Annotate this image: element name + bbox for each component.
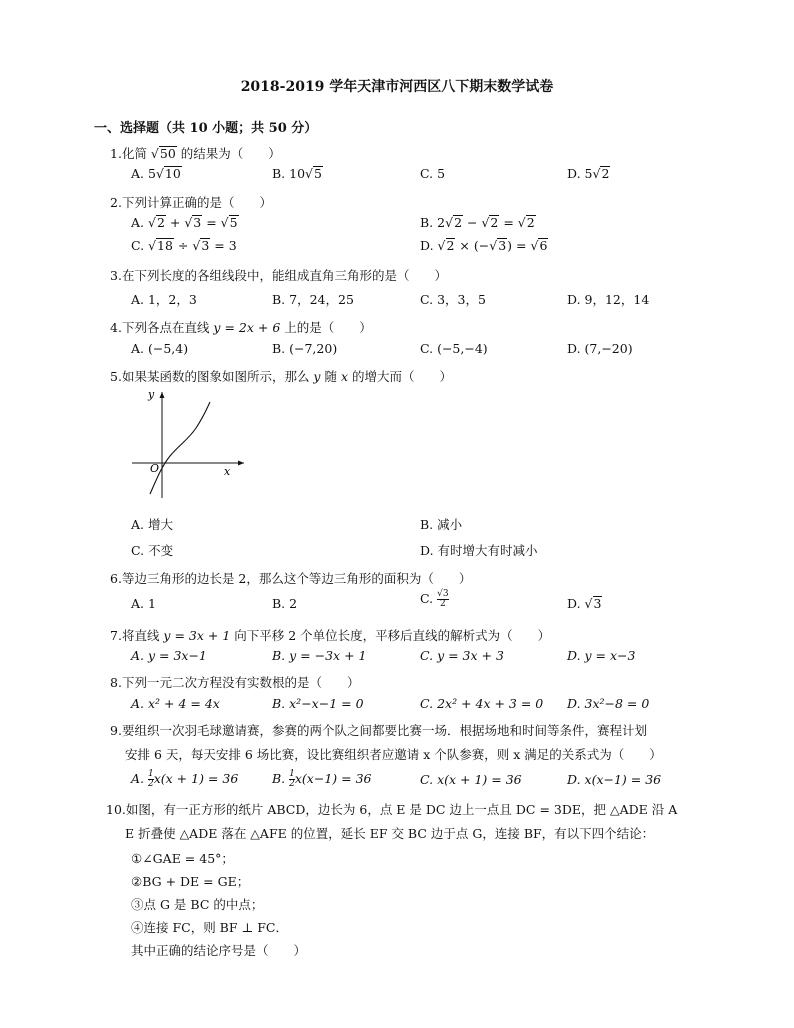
option-b[interactable]: B. 10√5 [272, 166, 322, 181]
question-stem: 等边三角形的边长是 2，那么这个等边三角形的面积为（ ） [121, 571, 472, 586]
numerator: √3 [437, 589, 449, 599]
radicand: 2 [490, 215, 499, 230]
option-c[interactable] [420, 166, 445, 181]
option-b[interactable]: B. 减小 [420, 517, 463, 532]
question-4 [110, 318, 372, 336]
option-b[interactable]: B. (−7,20) [272, 341, 338, 356]
option-expression: x(x + 1) = 36 [153, 771, 239, 786]
conclusion-4: ④连接 FC，则 BF ⊥ FC． [131, 920, 288, 935]
option-d[interactable]: D. √3 [567, 596, 602, 611]
question-number: 1. [110, 146, 122, 161]
operator: + [165, 215, 185, 230]
option-label: B. 2 [420, 215, 446, 230]
equation: y = 3x + 1 [163, 628, 231, 643]
question-5 [110, 367, 452, 385]
operator: = [499, 215, 518, 230]
question-9-line-2: 安排 6 天，每天安排 6 场比赛，设比赛组织者应邀请 x 个队参赛，则 x 满足的关系式为（ ） [125, 747, 662, 762]
option-a[interactable]: A. y = 3x−1 [131, 648, 207, 663]
option-label: A. [131, 215, 148, 230]
radicand: 3 [193, 215, 202, 230]
option-b[interactable]: B. 2 [272, 596, 298, 611]
option-label: A. 5 [131, 166, 156, 181]
variable: x [340, 369, 348, 384]
option-a[interactable]: A. √2 + √3 = √5 [131, 215, 238, 230]
radicand: 10 [164, 166, 181, 181]
question-stem: 向下平移 2 个单位长度，平移后直线的解析式为（ ） [230, 628, 551, 643]
operator: ÷ [173, 238, 193, 253]
question-stem: 下列各点在直线 [121, 320, 214, 335]
radicand: 2 [526, 215, 535, 230]
option-b[interactable]: B. x²−x−1 = 0 [272, 696, 364, 711]
option-label: C. [131, 238, 149, 253]
option-a[interactable]: A. 5√10 [131, 166, 181, 181]
option-label: A. [131, 771, 148, 786]
option-label: D. [420, 238, 438, 253]
question-stem: 上的是（ ） [280, 320, 372, 335]
operator: = [202, 215, 221, 230]
question-stem: 如图，有一正方形的纸片 ABCD，边长为 6，点 E 是 DC 边上一点且 DC = 3DE，把 △ADE 沿 A [125, 802, 678, 817]
x-axis-arrow [238, 461, 244, 466]
operator: = 3 [210, 238, 237, 253]
option-d[interactable]: D. y = x−3 [567, 648, 636, 663]
section-heading: 一、选择题（共 10 小题；共 50 分） [94, 121, 318, 136]
radicand: 2 [446, 238, 455, 253]
option-b[interactable] [272, 770, 371, 789]
question-number: 5. [110, 369, 122, 384]
question-stem: 要组织一次羽毛球邀请赛，参赛的两个队之间都要比赛一场．根据场地和时间等条件，赛程计划 [121, 723, 647, 738]
question-stem: 下列计算正确的是（ ） [121, 195, 272, 210]
option-a[interactable]: A. (−5,4) [131, 341, 189, 356]
option-label: B. [272, 771, 290, 786]
question-7 [110, 626, 550, 644]
x-axis-label: x [224, 465, 231, 478]
option-label: C. 5 [420, 166, 446, 181]
radicand: 5 [314, 166, 322, 181]
radicand: 50 [159, 146, 176, 161]
option-label: C. [420, 591, 438, 606]
y-axis-arrow [160, 392, 165, 398]
page-title: 2018-2019 学年天津市河西区八下期末数学试卷 [240, 79, 554, 95]
radicand: 6 [539, 238, 548, 253]
question-stem: 在下列长度的各组线段中，能组成直角三角形的是（ ） [121, 268, 447, 283]
radicand: 5 [229, 215, 238, 230]
option-a[interactable] [131, 770, 238, 789]
radicand: 3 [593, 596, 602, 611]
question-number: 9. [110, 723, 122, 738]
question-number: 8. [110, 675, 122, 690]
option-a[interactable]: A. 增大 [131, 517, 173, 532]
denominator: 2 [147, 779, 154, 789]
conclusion-3: ③点 G 是 BC 的中点； [131, 897, 264, 912]
question-number: 2. [110, 195, 122, 210]
option-c[interactable]: C. √18 ÷ √3 = 3 [131, 238, 237, 253]
option-a[interactable]: A. 1，2，3 [131, 292, 197, 307]
question-stem: 如果某函数的图象如图所示，那么 [121, 369, 314, 384]
option-b[interactable]: B. 2√2 − √2 = √2 [420, 215, 535, 230]
origin-label: O [150, 462, 160, 475]
option-c[interactable]: C. (−5,−4) [420, 341, 488, 356]
radicand: 18 [157, 238, 173, 253]
conclusion-2: ②BG + DE = GE； [131, 874, 250, 889]
function-curve [150, 402, 210, 494]
denominator: 2 [437, 599, 448, 609]
operator: × (− [455, 238, 490, 253]
question-number: 6. [110, 571, 122, 586]
denominator: 2 [289, 779, 295, 789]
option-c[interactable] [420, 590, 449, 609]
option-a[interactable]: A. x² + 4 = 4x [131, 696, 220, 711]
question-10-line-2: E 折叠使 △ADE 落在 △AFE 的位置，延长 EF 交 BC 边于点 G，连接 BF，有以下四个结论： [125, 826, 655, 841]
question-stem: 的结果为（ ） [176, 146, 281, 161]
option-b[interactable]: B. 7，24，25 [272, 292, 354, 307]
numerator: 1 [289, 769, 295, 779]
question-3 [110, 266, 447, 284]
radicand: 3 [498, 238, 507, 253]
question-2 [110, 193, 272, 211]
option-d[interactable]: D. 5√2 [567, 166, 610, 181]
option-d[interactable]: D. 有时增大有时减小 [420, 543, 538, 558]
question-8 [110, 673, 359, 691]
radicand: 2 [156, 215, 165, 230]
question-6 [110, 569, 471, 587]
conclusion-1: ①∠GAE = 45°； [131, 851, 234, 866]
option-label: D. [567, 596, 585, 611]
option-label: D. 5 [567, 166, 593, 181]
question-stem: 化简 [121, 146, 151, 161]
option-c[interactable]: C. 2x² + 4x + 3 = 0 [420, 696, 544, 711]
option-d[interactable]: D. 9，12，14 [567, 292, 650, 307]
question-9-line-1 [110, 721, 647, 739]
question-number: 10. [106, 802, 126, 817]
radicand: 2 [601, 166, 610, 181]
option-c[interactable]: C. 3，3，5 [420, 292, 486, 307]
option-c[interactable]: C. y = 3x + 3 [420, 648, 504, 663]
option-a[interactable]: A. 1 [131, 596, 156, 611]
option-expression: x(x−1) = 36 [294, 771, 372, 786]
option-b[interactable]: B. y = −3x + 1 [272, 648, 367, 663]
question-10-line-1 [106, 800, 677, 818]
question-10-ask: 其中正确的结论序号是（ ） [131, 943, 307, 958]
option-d[interactable]: D. x(x−1) = 36 [567, 772, 662, 787]
option-c[interactable]: C. 不变 [131, 543, 174, 558]
equation: y = 2x + 6 [213, 320, 281, 335]
question-stem: 随 [320, 369, 341, 384]
operator: ) = [507, 238, 531, 253]
question-number: 7. [110, 628, 122, 643]
radicand: 2 [454, 215, 463, 230]
question-stem: 下列一元二次方程没有实数根的是（ ） [121, 675, 360, 690]
radicand: 3 [201, 238, 210, 253]
operator: − [463, 215, 482, 230]
option-c[interactable]: C. x(x + 1) = 36 [420, 772, 522, 787]
variable: y [313, 369, 321, 384]
question-stem: 的增大而（ ） [348, 369, 452, 384]
numerator: 1 [147, 769, 154, 779]
question-1: 1.化简 √50 的结果为（ ） [110, 146, 281, 161]
option-d[interactable]: D. (7,−20) [567, 341, 633, 356]
fraction [437, 590, 448, 609]
question-number: 4. [110, 320, 122, 335]
option-label: B. 10 [272, 166, 306, 181]
option-d[interactable]: D. 3x²−8 = 0 [567, 696, 650, 711]
function-graph [128, 388, 248, 500]
y-axis-label: y [148, 388, 155, 401]
question-stem: 将直线 [121, 628, 164, 643]
question-number: 3. [110, 268, 122, 283]
option-d[interactable]: D. √2 × (−√3) = √6 [420, 238, 548, 253]
